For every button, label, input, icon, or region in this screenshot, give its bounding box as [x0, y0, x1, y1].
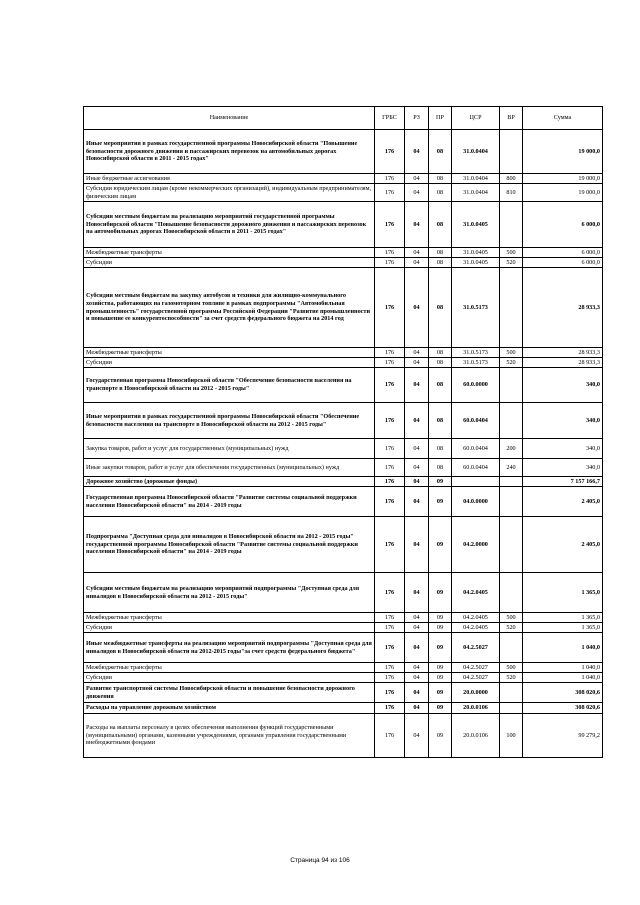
row-vr — [500, 683, 523, 703]
row-vr: 500 — [500, 663, 523, 673]
row-name: Подпрограмма "Доступная среда для инвалидов в Новосибирской области на 2012 - 2015 годы" государственной программы Новосибирской области "Развитие системы социальной поддержки населения Новосибирской области" на 2014 - 2019 годы — [84, 517, 375, 573]
row-csr: 31.0.5173 — [452, 358, 500, 368]
row-vr: 810 — [500, 184, 523, 202]
row-pr: 09 — [429, 487, 452, 517]
header-vr: ВР — [500, 107, 523, 130]
row-rz: 04 — [405, 714, 429, 758]
row-name: Государственная программа Новосибирской области "Развитие системы социальной поддержки населения Новосибирской области" на 2014 - 2019 годы — [84, 487, 375, 517]
header-sum: Сумма — [523, 107, 603, 130]
row-rz: 04 — [405, 459, 429, 477]
row-grbs: 176 — [375, 517, 405, 573]
row-rz: 04 — [405, 703, 429, 714]
row-grbs: 176 — [375, 683, 405, 703]
row-sum: 340,0 — [523, 439, 603, 459]
row-pr: 08 — [429, 358, 452, 368]
row-rz: 04 — [405, 368, 429, 403]
row-csr: 31.0.0405 — [452, 248, 500, 258]
row-vr: 520 — [500, 673, 523, 683]
row-sum: 2 405,0 — [523, 517, 603, 573]
row-rz: 04 — [405, 130, 429, 174]
row-rz: 04 — [405, 673, 429, 683]
row-rz: 04 — [405, 268, 429, 348]
row-sum: 99 279,2 — [523, 714, 603, 758]
row-pr: 09 — [429, 633, 452, 663]
row-vr: 500 — [500, 348, 523, 358]
row-sum: 1 040,0 — [523, 663, 603, 673]
row-csr: 04.2.0000 — [452, 517, 500, 573]
row-pr: 08 — [429, 258, 452, 268]
row-name: Субсидии — [84, 358, 375, 368]
row-name: Межбюджетные трансферты — [84, 248, 375, 258]
row-vr: 520 — [500, 258, 523, 268]
row-grbs: 176 — [375, 663, 405, 673]
table-row — [84, 633, 603, 663]
row-vr — [500, 487, 523, 517]
row-grbs: 176 — [375, 477, 405, 487]
row-csr: 60.0.0404 — [452, 403, 500, 439]
row-rz: 04 — [405, 487, 429, 517]
table-row — [84, 517, 603, 573]
row-rz: 04 — [405, 613, 429, 623]
row-pr: 08 — [429, 202, 452, 248]
row-grbs: 176 — [375, 368, 405, 403]
table-row — [84, 673, 603, 683]
row-csr: 04.0.0000 — [452, 487, 500, 517]
row-sum: 6 000,0 — [523, 248, 603, 258]
row-sum: 19 000,0 — [523, 174, 603, 184]
row-vr: 500 — [500, 613, 523, 623]
row-rz: 04 — [405, 403, 429, 439]
table-body — [84, 130, 603, 758]
header-grbs: ГРБС — [375, 107, 405, 130]
row-sum: 340,0 — [523, 459, 603, 477]
row-pr: 09 — [429, 517, 452, 573]
row-sum: 7 157 166,7 — [523, 477, 603, 487]
row-grbs: 176 — [375, 348, 405, 358]
row-pr: 08 — [429, 403, 452, 439]
table-row — [84, 358, 603, 368]
row-name: Субсидии юридическим лицам (кроме некоммерческих организаций), индивидуальным предпринимателям, физическим лицам — [84, 184, 375, 202]
row-csr: 31.0.0404 — [452, 130, 500, 174]
row-sum: 1 040,0 — [523, 673, 603, 683]
row-pr: 09 — [429, 573, 452, 613]
row-grbs: 176 — [375, 633, 405, 663]
row-name: Расходы на управление дорожным хозяйством — [84, 703, 375, 714]
row-name: Иные закупки товаров, работ и услуг для обеспечения государственных (муниципальных) нужд — [84, 459, 375, 477]
table-row — [84, 663, 603, 673]
row-rz: 04 — [405, 623, 429, 633]
row-name: Межбюджетные трансферты — [84, 348, 375, 358]
row-pr: 09 — [429, 623, 452, 633]
row-name: Субсидии местным бюджетам на закупку автобусов и техники для жилищно-коммунального хозяйства, работающих на газомоторном топливе в рамках подпрограммы "Автомобильная промышленность" государственной программы Российской Федерации "Развитие промышленности и повышение ее конкурентоспособности" за счет средств федерального бюджета на 2014 год — [84, 268, 375, 348]
row-sum: 308 020,6 — [523, 703, 603, 714]
table-row — [84, 477, 603, 487]
row-sum: 1 365,0 — [523, 623, 603, 633]
row-csr: 31.0.0405 — [452, 258, 500, 268]
row-name: Государственная программа Новосибирской области "Обеспечение безопасности населения на транспорте в Новосибирской области на 2012 - 2015 годы" — [84, 368, 375, 403]
row-grbs: 176 — [375, 403, 405, 439]
row-rz: 04 — [405, 184, 429, 202]
row-csr: 04.2.5027 — [452, 663, 500, 673]
row-name: Межбюджетные трансферты — [84, 663, 375, 673]
table-row — [84, 248, 603, 258]
table-row — [84, 703, 603, 714]
row-vr — [500, 703, 523, 714]
row-pr: 09 — [429, 683, 452, 703]
row-pr: 08 — [429, 248, 452, 258]
row-name: Субсидии местным бюджетам на реализацию мероприятий государственной программы Новосибирской области "Повышение безопасности дорожного движения и пассажирских перевозок на автомобильных дорогах Новосибирской области в 2011 - 2015 годах" — [84, 202, 375, 248]
row-sum: 6 000,0 — [523, 202, 603, 248]
table-row — [84, 368, 603, 403]
row-pr: 09 — [429, 613, 452, 623]
row-rz: 04 — [405, 348, 429, 358]
row-grbs: 176 — [375, 613, 405, 623]
row-grbs: 176 — [375, 459, 405, 477]
row-grbs: 176 — [375, 623, 405, 633]
row-grbs: 176 — [375, 130, 405, 174]
row-name: Субсидии местным бюджетам на реализацию мероприятий подпрограммы "Доступная среда для инвалидов в Новосибирской области на 2012 - 2015 годы" — [84, 573, 375, 613]
row-grbs: 176 — [375, 202, 405, 248]
row-sum: 28 933,3 — [523, 268, 603, 348]
table-row — [84, 613, 603, 623]
row-pr: 08 — [429, 130, 452, 174]
row-csr: 31.0.5173 — [452, 348, 500, 358]
row-vr — [500, 633, 523, 663]
row-csr: 60.0.0404 — [452, 439, 500, 459]
row-csr — [452, 477, 500, 487]
row-grbs: 176 — [375, 258, 405, 268]
table-row — [84, 258, 603, 268]
header-pr: ПР — [429, 107, 452, 130]
table-row — [84, 573, 603, 613]
row-name: Развитие транспортной системы Новосибирской области и повышение безопасности дорожного движения — [84, 683, 375, 703]
row-sum: 19 000,0 — [523, 130, 603, 174]
row-sum: 340,0 — [523, 368, 603, 403]
table-row — [84, 130, 603, 174]
table-row — [84, 184, 603, 202]
table-row — [84, 439, 603, 459]
row-grbs: 176 — [375, 268, 405, 348]
header-rz: РЗ — [405, 107, 429, 130]
table-row — [84, 202, 603, 248]
row-name: Иные межбюджетные трансферты на реализацию мероприятий подпрограммы "Доступная среда для инвалидов в Новосибирской области на 2012-2015 годы"за счет средств федерального бюджета" — [84, 633, 375, 663]
row-grbs: 176 — [375, 439, 405, 459]
row-sum: 19 000,0 — [523, 184, 603, 202]
row-name: Дорожное хозяйство (дорожные фонды) — [84, 477, 375, 487]
row-rz: 04 — [405, 248, 429, 258]
row-csr: 31.0.0404 — [452, 184, 500, 202]
row-grbs: 176 — [375, 358, 405, 368]
row-sum: 340,0 — [523, 403, 603, 439]
row-pr: 08 — [429, 268, 452, 348]
row-pr: 09 — [429, 703, 452, 714]
row-grbs: 176 — [375, 673, 405, 683]
row-grbs: 176 — [375, 174, 405, 184]
row-rz: 04 — [405, 633, 429, 663]
row-vr — [500, 368, 523, 403]
table-row — [84, 683, 603, 703]
row-rz: 04 — [405, 477, 429, 487]
row-pr: 08 — [429, 174, 452, 184]
row-csr: 31.0.5173 — [452, 268, 500, 348]
row-pr: 08 — [429, 368, 452, 403]
row-vr — [500, 403, 523, 439]
row-name: Закупка товаров, работ и услуг для государственных (муниципальных) нужд — [84, 439, 375, 459]
row-name: Субсидии — [84, 673, 375, 683]
row-vr — [500, 268, 523, 348]
row-pr: 08 — [429, 459, 452, 477]
row-pr: 09 — [429, 673, 452, 683]
row-rz: 04 — [405, 663, 429, 673]
header-csr: ЦСР — [452, 107, 500, 130]
table-row — [84, 487, 603, 517]
table-row — [84, 348, 603, 358]
row-rz: 04 — [405, 439, 429, 459]
row-sum: 308 020,6 — [523, 683, 603, 703]
row-rz: 04 — [405, 202, 429, 248]
row-vr: 520 — [500, 358, 523, 368]
row-csr: 60.0.0404 — [452, 459, 500, 477]
row-vr: 200 — [500, 439, 523, 459]
row-vr — [500, 573, 523, 613]
page-number: Страница 94 из 106 — [290, 857, 350, 864]
row-vr: 100 — [500, 714, 523, 758]
row-csr: 04.2.0405 — [452, 573, 500, 613]
header-name: Наименование — [84, 107, 375, 130]
row-grbs: 176 — [375, 573, 405, 613]
row-sum: 1 365,0 — [523, 573, 603, 613]
row-sum: 6 000,0 — [523, 258, 603, 268]
row-name: Иные мероприятия в рамках государственной программы Новосибирской области "Повышение безопасности дорожного движения и пассажирских перевозок на автомобильных дорогах Новосибирской области в 2011 - 2015 годах" — [84, 130, 375, 174]
row-sum: 1 365,0 — [523, 613, 603, 623]
row-sum: 1 040,0 — [523, 633, 603, 663]
row-name: Субсидии — [84, 258, 375, 268]
row-csr: 20.0.0000 — [452, 683, 500, 703]
row-rz: 04 — [405, 683, 429, 703]
row-grbs: 176 — [375, 703, 405, 714]
row-csr: 04.2.5027 — [452, 673, 500, 683]
row-pr: 08 — [429, 439, 452, 459]
row-vr — [500, 130, 523, 174]
table-row — [84, 268, 603, 348]
table-row — [84, 623, 603, 633]
row-vr: 240 — [500, 459, 523, 477]
row-name: Иные бюджетные ассигнования — [84, 174, 375, 184]
row-pr: 08 — [429, 184, 452, 202]
row-pr: 09 — [429, 714, 452, 758]
row-csr: 60.0.0000 — [452, 368, 500, 403]
row-grbs: 176 — [375, 248, 405, 258]
row-vr — [500, 517, 523, 573]
row-grbs: 176 — [375, 487, 405, 517]
table-row — [84, 403, 603, 439]
row-csr: 04.2.5027 — [452, 633, 500, 663]
row-csr: 20.0.0106 — [452, 703, 500, 714]
row-name: Межбюджетные трансферты — [84, 613, 375, 623]
row-rz: 04 — [405, 258, 429, 268]
table-row — [84, 174, 603, 184]
row-csr: 20.0.0106 — [452, 714, 500, 758]
row-vr: 500 — [500, 248, 523, 258]
row-name: Расходы на выплаты персоналу в целях обеспечения выполнения функций государственными (муниципальными) органами, казенными учреждениями, органами управления государственными внебюджетными фондами — [84, 714, 375, 758]
row-grbs: 176 — [375, 714, 405, 758]
row-csr: 04.2.0405 — [452, 613, 500, 623]
row-vr: 520 — [500, 623, 523, 633]
row-csr: 31.0.0404 — [452, 174, 500, 184]
table-header-row — [84, 107, 603, 130]
row-pr: 08 — [429, 348, 452, 358]
row-pr: 09 — [429, 663, 452, 673]
table-row — [84, 459, 603, 477]
row-sum: 2 405,0 — [523, 487, 603, 517]
row-vr — [500, 202, 523, 248]
row-name: Субсидии — [84, 623, 375, 633]
table-row — [84, 714, 603, 758]
row-vr: 800 — [500, 174, 523, 184]
row-name: Иные мероприятия в рамках государственной программы Новосибирской области "Обеспечение безопасности населения на транспорте в Новосибирской области на 2012 - 2015 годы" — [84, 403, 375, 439]
row-csr: 04.2.0405 — [452, 623, 500, 633]
row-rz: 04 — [405, 358, 429, 368]
row-rz: 04 — [405, 174, 429, 184]
row-vr — [500, 477, 523, 487]
row-csr: 31.0.0405 — [452, 202, 500, 248]
row-pr: 09 — [429, 477, 452, 487]
row-sum: 28 933,3 — [523, 348, 603, 358]
row-sum: 28 933,3 — [523, 358, 603, 368]
budget-table — [83, 106, 603, 758]
row-grbs: 176 — [375, 184, 405, 202]
row-rz: 04 — [405, 517, 429, 573]
row-rz: 04 — [405, 573, 429, 613]
